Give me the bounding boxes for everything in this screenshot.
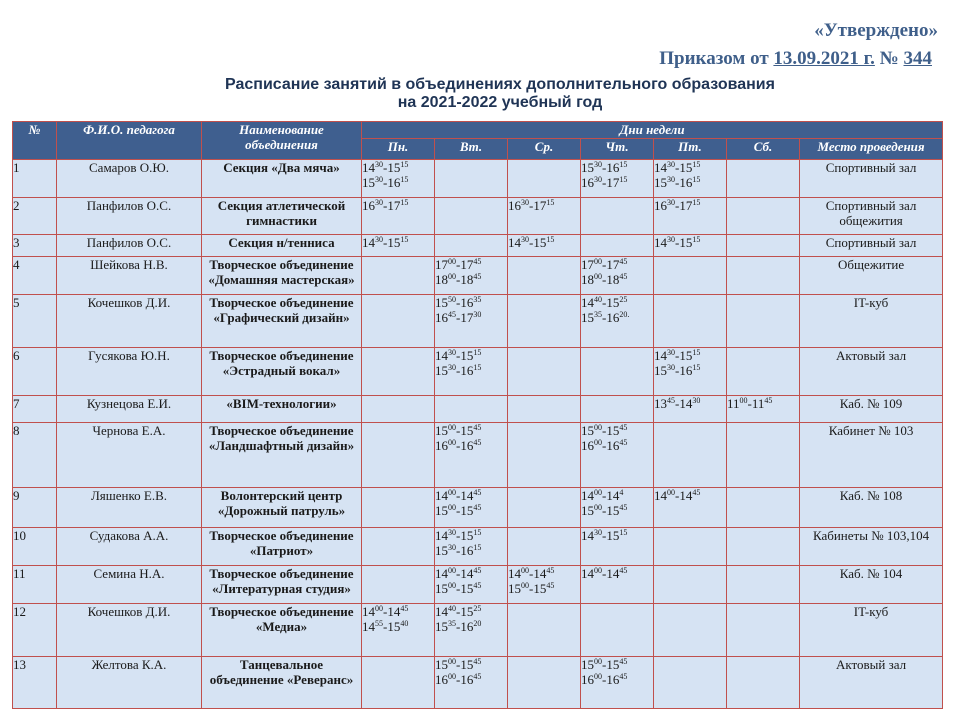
table-row xyxy=(13,235,943,257)
association-name: Творческое объединение «Домашняя мастерская» xyxy=(202,257,362,295)
teacher-name: Чернова Е.А. xyxy=(57,423,202,488)
schedule-table xyxy=(12,121,943,709)
time-slot: $14^{30}-15^{15}$ xyxy=(654,235,701,250)
day-cell-mon xyxy=(362,348,435,396)
location: Спортивный зал xyxy=(800,235,943,257)
day-cell-tue xyxy=(435,257,508,295)
day-cell-sat xyxy=(727,423,800,488)
header-place: Место проведения xyxy=(800,139,943,160)
header-num: № xyxy=(13,122,57,160)
table-row xyxy=(13,423,943,488)
location: Актовый зал xyxy=(800,657,943,709)
time-slot: $15^{35}-16^{20}$ xyxy=(435,619,482,634)
time-slot: $16^{00}-16^{45}$ xyxy=(435,438,482,453)
day-cell-wed xyxy=(508,257,581,295)
row-number: 12 xyxy=(13,604,57,657)
day-cell-thu xyxy=(581,566,654,604)
day-cell-sat xyxy=(727,295,800,348)
table-row xyxy=(13,396,943,423)
association-name: Секция атлетической гимнастики xyxy=(202,198,362,235)
day-cell-sat xyxy=(727,160,800,198)
day-cell-wed xyxy=(508,423,581,488)
time-slot: $15^{00}-15^{45}$ xyxy=(581,423,628,438)
title-line-2: на 2021-2022 учебный год xyxy=(397,94,603,111)
day-cell-tue xyxy=(435,488,508,528)
table-row xyxy=(13,257,943,295)
teacher-name: Кочешков Д.И. xyxy=(57,604,202,657)
day-cell-tue xyxy=(435,235,508,257)
time-slot: $14^{00}-14^{45}$ xyxy=(654,488,701,503)
time-slot: $14^{30}-15^{15}$ xyxy=(435,528,482,543)
association-name: «BIM-технологии» xyxy=(202,396,362,423)
day-cell-wed xyxy=(508,566,581,604)
day-cell-sat xyxy=(727,566,800,604)
day-cell-sat xyxy=(727,488,800,528)
day-cell-sat xyxy=(727,257,800,295)
time-slot: $15^{00}-15^{45}$ xyxy=(581,657,628,672)
time-slot: $16^{45}-17^{30}$ xyxy=(435,310,482,325)
association-name: Творческое объединение «Литературная студия» xyxy=(202,566,362,604)
time-slot: $15^{30}-16^{15}$ xyxy=(654,363,701,378)
time-slot: $15^{00}-15^{45}$ xyxy=(508,581,555,596)
day-cell-thu xyxy=(581,423,654,488)
location: IT-куб xyxy=(800,295,943,348)
row-number: 5 xyxy=(13,295,57,348)
time-slot: $14^{40}-15^{25}$ xyxy=(435,604,482,619)
day-cell-mon xyxy=(362,566,435,604)
location: IT-куб xyxy=(800,604,943,657)
order-number: 344 xyxy=(903,48,932,69)
association-name: Творческое объединение «Графический дизайн» xyxy=(202,295,362,348)
day-cell-mon xyxy=(362,488,435,528)
table-row xyxy=(13,566,943,604)
time-slot: $16^{00}-16^{45}$ xyxy=(581,672,628,687)
day-cell-mon xyxy=(362,657,435,709)
header-day-tue: Вт. xyxy=(435,139,508,160)
time-slot: $15^{30}-16^{15}$ xyxy=(435,363,482,378)
time-slot: $14^{30}-15^{15}$ xyxy=(654,348,701,363)
day-cell-thu xyxy=(581,295,654,348)
day-cell-fri xyxy=(654,235,727,257)
day-cell-tue xyxy=(435,160,508,198)
row-number: 11 xyxy=(13,566,57,604)
day-cell-fri xyxy=(654,160,727,198)
time-slot: $14^{00}-14^{45}$ xyxy=(508,566,555,581)
day-cell-fri xyxy=(654,528,727,566)
location: Каб. № 109 xyxy=(800,396,943,423)
association-name: Творческое объединение «Ландшафтный дизайн» xyxy=(202,423,362,488)
time-slot: $15^{50}-16^{35}$ xyxy=(435,295,482,310)
time-slot: $14^{00}-14^{45}$ xyxy=(435,488,482,503)
association-name: Секция «Два мяча» xyxy=(202,160,362,198)
time-slot: $15^{35}-16^{20.}$ xyxy=(581,310,630,325)
association-name: Танцевальное объединение «Реверанс» xyxy=(202,657,362,709)
day-cell-mon xyxy=(362,604,435,657)
table-row xyxy=(13,295,943,348)
day-cell-tue xyxy=(435,348,508,396)
location: Общежитие xyxy=(800,257,943,295)
header-days-group: Дни недели xyxy=(362,122,943,139)
header-day-fri: Пт. xyxy=(654,139,727,160)
day-cell-fri xyxy=(654,295,727,348)
row-number: 7 xyxy=(13,396,57,423)
time-slot: $15^{00}-15^{45}$ xyxy=(581,503,628,518)
day-cell-thu xyxy=(581,348,654,396)
time-slot: $15^{00}-15^{45}$ xyxy=(435,423,482,438)
table-row xyxy=(13,528,943,566)
time-slot: $14^{30}-15^{15}$ xyxy=(508,235,555,250)
location: Каб. № 104 xyxy=(800,566,943,604)
order-date: 13.09.2021 г. xyxy=(773,48,875,69)
time-slot: $16^{00}-16^{45}$ xyxy=(435,672,482,687)
day-cell-thu xyxy=(581,235,654,257)
day-cell-mon xyxy=(362,423,435,488)
day-cell-fri xyxy=(654,257,727,295)
header-day-mon: Пн. xyxy=(362,139,435,160)
day-cell-thu xyxy=(581,257,654,295)
teacher-name: Гусякова Ю.Н. xyxy=(57,348,202,396)
day-cell-thu xyxy=(581,160,654,198)
association-name: Творческое объединение «Эстрадный вокал» xyxy=(202,348,362,396)
day-cell-mon xyxy=(362,160,435,198)
time-slot: $14^{00}-14^{45}$ xyxy=(581,566,628,581)
header-association: Наименование объединения xyxy=(202,122,362,160)
day-cell-fri xyxy=(654,566,727,604)
teacher-name: Семина Н.А. xyxy=(57,566,202,604)
time-slot: $15^{00}-15^{45}$ xyxy=(435,503,482,518)
teacher-name: Кузнецова Е.И. xyxy=(57,396,202,423)
teacher-name: Желтова К.А. xyxy=(57,657,202,709)
order-number-sign: № xyxy=(874,48,904,69)
day-cell-sat xyxy=(727,198,800,235)
day-cell-sat xyxy=(727,528,800,566)
day-cell-thu xyxy=(581,528,654,566)
table-row xyxy=(13,348,943,396)
day-cell-tue xyxy=(435,423,508,488)
approved-stamp: «Утверждено» xyxy=(814,20,938,41)
time-slot: $15^{00}-15^{45}$ xyxy=(435,581,482,596)
time-slot: $14^{00}-14^4$ xyxy=(581,488,624,503)
day-cell-tue xyxy=(435,295,508,348)
time-slot: $16^{00}-16^{45}$ xyxy=(581,438,628,453)
time-slot: $16^{30}-17^{15}$ xyxy=(654,198,701,213)
teacher-name: Ляшенко Е.В. xyxy=(57,488,202,528)
day-cell-fri xyxy=(654,198,727,235)
association-name: Творческое объединение «Медиа» xyxy=(202,604,362,657)
table-row xyxy=(13,198,943,235)
time-slot: $14^{30}-15^{15}$ xyxy=(362,235,409,250)
header-day-wed: Ср. xyxy=(508,139,581,160)
association-name: Творческое объединение «Патриот» xyxy=(202,528,362,566)
teacher-name: Кочешков Д.И. xyxy=(57,295,202,348)
time-slot: $18^{00}-18^{45}$ xyxy=(435,272,482,287)
day-cell-mon xyxy=(362,396,435,423)
table-row xyxy=(13,657,943,709)
day-cell-wed xyxy=(508,396,581,423)
day-cell-tue xyxy=(435,396,508,423)
row-number: 6 xyxy=(13,348,57,396)
location: Спортивный зал общежития xyxy=(800,198,943,235)
time-slot: $18^{00}-18^{45}$ xyxy=(581,272,628,287)
day-cell-wed xyxy=(508,235,581,257)
day-cell-fri xyxy=(654,423,727,488)
day-cell-wed xyxy=(508,160,581,198)
association-name: Волонтерский центр «Дорожный патруль» xyxy=(202,488,362,528)
day-cell-tue xyxy=(435,604,508,657)
time-slot: $13^{45}-14^{30}$ xyxy=(654,396,701,411)
day-cell-wed xyxy=(508,295,581,348)
time-slot: $17^{00}-17^{45}$ xyxy=(435,257,482,272)
day-cell-wed xyxy=(508,198,581,235)
time-slot: $16^{30}-17^{15}$ xyxy=(581,175,628,190)
time-slot: $16^{30}-17^{15}$ xyxy=(508,198,555,213)
location: Каб. № 108 xyxy=(800,488,943,528)
row-number: 13 xyxy=(13,657,57,709)
time-slot: $15^{30}-16^{15}$ xyxy=(654,175,701,190)
table-row xyxy=(13,604,943,657)
time-slot: $14^{55}-15^{40}$ xyxy=(362,619,409,634)
time-slot: $14^{30}-15^{15}$ xyxy=(581,528,628,543)
order-prefix: Приказом от xyxy=(659,48,774,69)
day-cell-thu xyxy=(581,488,654,528)
day-cell-sat xyxy=(727,657,800,709)
day-cell-wed xyxy=(508,528,581,566)
row-number: 9 xyxy=(13,488,57,528)
day-cell-mon xyxy=(362,198,435,235)
table-row xyxy=(13,488,943,528)
document-title xyxy=(140,76,860,112)
teacher-name: Шейкова Н.В. xyxy=(57,257,202,295)
header-day-thu: Чт. xyxy=(581,139,654,160)
table-row xyxy=(13,160,943,198)
row-number: 2 xyxy=(13,198,57,235)
time-slot: $15^{30}-16^{15}$ xyxy=(435,543,482,558)
day-cell-mon xyxy=(362,235,435,257)
time-slot: $14^{30}-15^{15}$ xyxy=(654,160,701,175)
day-cell-tue xyxy=(435,198,508,235)
day-cell-sat xyxy=(727,348,800,396)
title-line-1: Расписание занятий в объединениях дополнительного образования xyxy=(225,76,775,93)
time-slot: $16^{30}-17^{15}$ xyxy=(362,198,409,213)
schedule-body xyxy=(13,160,943,709)
time-slot: $14^{40}-15^{25}$ xyxy=(581,295,628,310)
time-slot: $14^{30}-15^{15}$ xyxy=(435,348,482,363)
location: Кабинеты № 103,104 xyxy=(800,528,943,566)
header-day-sat: Сб. xyxy=(727,139,800,160)
day-cell-fri xyxy=(654,348,727,396)
row-number: 1 xyxy=(13,160,57,198)
day-cell-sat xyxy=(727,604,800,657)
teacher-name: Панфилов О.С. xyxy=(57,198,202,235)
day-cell-wed xyxy=(508,604,581,657)
day-cell-tue xyxy=(435,566,508,604)
row-number: 8 xyxy=(13,423,57,488)
day-cell-thu xyxy=(581,396,654,423)
row-number: 3 xyxy=(13,235,57,257)
day-cell-thu xyxy=(581,198,654,235)
time-slot: $14^{30}-15^{15}$ xyxy=(362,160,409,175)
day-cell-fri xyxy=(654,488,727,528)
order-line xyxy=(659,48,932,70)
day-cell-wed xyxy=(508,488,581,528)
time-slot: $11^{00}-11^{45}$ xyxy=(727,396,773,411)
day-cell-fri xyxy=(654,396,727,423)
day-cell-sat xyxy=(727,235,800,257)
day-cell-mon xyxy=(362,528,435,566)
day-cell-mon xyxy=(362,295,435,348)
day-cell-thu xyxy=(581,604,654,657)
day-cell-mon xyxy=(362,257,435,295)
day-cell-fri xyxy=(654,657,727,709)
time-slot: $15^{30}-16^{15}$ xyxy=(581,160,628,175)
day-cell-tue xyxy=(435,657,508,709)
time-slot: $14^{00}-14^{45}$ xyxy=(435,566,482,581)
row-number: 4 xyxy=(13,257,57,295)
row-number: 10 xyxy=(13,528,57,566)
header-teacher: Ф.И.О. педагога xyxy=(57,122,202,160)
teacher-name: Судакова А.А. xyxy=(57,528,202,566)
location: Актовый зал xyxy=(800,348,943,396)
time-slot: $17^{00}-17^{45}$ xyxy=(581,257,628,272)
location: Кабинет № 103 xyxy=(800,423,943,488)
location: Спортивный зал xyxy=(800,160,943,198)
teacher-name: Самаров О.Ю. xyxy=(57,160,202,198)
day-cell-thu xyxy=(581,657,654,709)
day-cell-sat xyxy=(727,396,800,423)
teacher-name: Панфилов О.С. xyxy=(57,235,202,257)
time-slot: $15^{00}-15^{45}$ xyxy=(435,657,482,672)
day-cell-wed xyxy=(508,348,581,396)
day-cell-fri xyxy=(654,604,727,657)
day-cell-tue xyxy=(435,528,508,566)
time-slot: $15^{30}-16^{15}$ xyxy=(362,175,409,190)
association-name: Секция н/тенниса xyxy=(202,235,362,257)
day-cell-wed xyxy=(508,657,581,709)
time-slot: $14^{00}-14^{45}$ xyxy=(362,604,409,619)
